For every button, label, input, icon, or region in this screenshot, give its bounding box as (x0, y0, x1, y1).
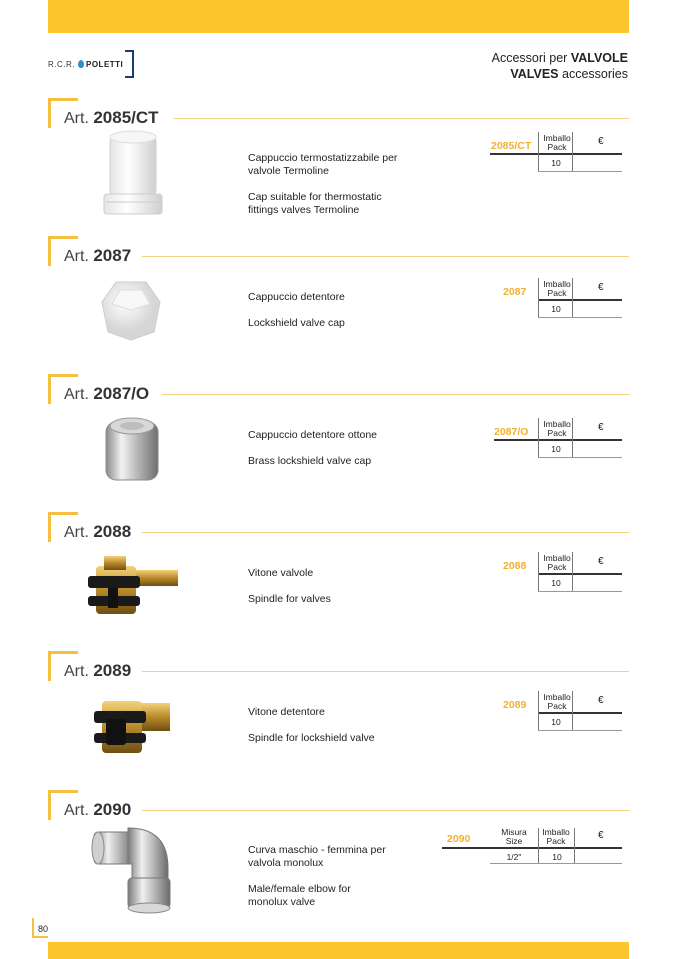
heading-line2-bold: VALVES (510, 67, 559, 81)
article-code: 2085/CT (93, 108, 159, 127)
logo-frame (125, 50, 134, 78)
currency-header: € (598, 282, 604, 293)
pack-value: 10 (552, 852, 562, 862)
table-code: 2090 (447, 833, 471, 845)
pack-header: Imballo Pack (543, 279, 571, 298)
currency-header: € (598, 830, 604, 841)
section-title: Art. 2088 (64, 522, 135, 542)
page-heading (492, 50, 628, 82)
article-code: 2089 (93, 661, 132, 680)
heading-line2-suffix: accessories (558, 67, 628, 81)
description-italian: Vitone detentore (248, 706, 325, 718)
table-header-rule (490, 153, 622, 155)
description-english: Spindle for valves (248, 593, 331, 605)
description-italian: Cappuccio termostatizzabile per valvole Termoline (248, 152, 398, 177)
currency-header: € (598, 136, 604, 147)
pack-value: 10 (551, 444, 561, 454)
heading-line1-bold: VALVOLE (570, 51, 628, 65)
pack-header: Imballo Pack (543, 692, 571, 711)
product-description (248, 567, 331, 619)
table-code: 2089 (503, 699, 527, 711)
description-italian: Vitone valvole (248, 567, 314, 579)
product-description (248, 706, 375, 758)
article-code: 2088 (93, 522, 132, 541)
pack-value: 10 (551, 158, 561, 168)
product-description (248, 291, 345, 343)
lockshield-cap-image (96, 276, 166, 346)
section-title: Art. 2090 (64, 800, 135, 820)
currency-header: € (598, 556, 604, 567)
section-title: Art. 2087/O (64, 384, 153, 404)
section-rule (142, 810, 629, 811)
elbow-fitting-image (88, 820, 178, 915)
description-italian: Cappuccio detentore ottone (248, 429, 378, 441)
thermostatic-cap-image (98, 128, 168, 223)
pack-header: Imballo Pack (542, 827, 570, 846)
product-description (248, 844, 388, 922)
brand-prefix: R.C.R. (48, 59, 75, 69)
product-section-2085ct (48, 98, 629, 238)
brass-cap-image (102, 414, 162, 486)
product-description (248, 429, 377, 481)
table-code: 2087/O (494, 426, 529, 438)
pack-value: 10 (551, 304, 561, 314)
pack-header: Imballo Pack (543, 553, 571, 572)
section-rule (174, 118, 629, 119)
description-english: Cap suitable for thermostatic fittings valves Termoline (248, 191, 382, 216)
section-title: Art. 2089 (64, 661, 135, 681)
currency-header: € (598, 695, 604, 706)
description-english: Spindle for lockshield valve (248, 732, 375, 744)
section-rule (142, 532, 629, 533)
table-code: 2088 (503, 560, 527, 572)
product-section-2090 (48, 790, 629, 930)
product-section-2087o (48, 374, 629, 514)
pack-value: 10 (551, 578, 561, 588)
article-code: 2090 (93, 800, 132, 819)
size-header: Misura Size (501, 827, 527, 846)
top-color-bar (48, 0, 629, 33)
pack-header: Imballo Pack (543, 419, 571, 438)
section-rule (142, 671, 629, 672)
pack-header: Imballo Pack (543, 133, 571, 152)
description-english: Male/female elbow for monolux valve (248, 883, 351, 908)
section-title: Art. 2085/CT (64, 108, 163, 128)
lockshield-spindle-image (84, 689, 184, 769)
article-code: 2087 (93, 246, 132, 265)
article-code: 2087/O (93, 384, 150, 403)
currency-header: € (598, 422, 604, 433)
section-rule (142, 256, 629, 257)
product-description (248, 152, 398, 230)
product-section-2088 (48, 512, 629, 652)
description-english: Brass lockshield valve cap (248, 455, 372, 467)
brand-logo (48, 50, 134, 78)
valve-spindle-image (78, 548, 188, 628)
product-section-2087 (48, 236, 629, 376)
table-code: 2087 (503, 286, 527, 298)
description-italian: Cappuccio detentore (248, 291, 345, 303)
page-number: 80 (32, 918, 48, 938)
description-english: Lockshield valve cap (248, 317, 345, 329)
section-title: Art. 2087 (64, 246, 135, 266)
description-italian: Curva maschio - femmina per valvola monolux (248, 844, 386, 869)
bottom-color-bar (48, 942, 629, 959)
size-value: 1/2" (506, 852, 522, 862)
brand-name: POLETTI (86, 59, 124, 69)
table-code: 2085/CT (491, 140, 532, 152)
heading-line1-prefix: Accessori per (491, 51, 571, 65)
section-rule (162, 394, 629, 395)
pack-value: 10 (551, 717, 561, 727)
water-drop-icon (78, 60, 84, 68)
product-section-2089 (48, 651, 629, 791)
